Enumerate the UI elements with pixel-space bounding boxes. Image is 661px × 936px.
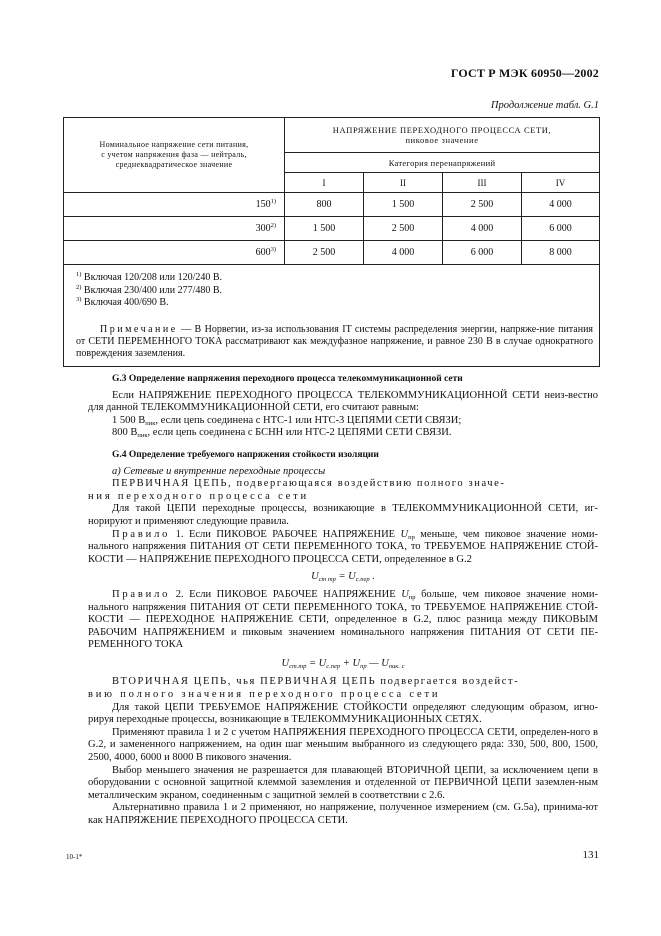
print-code: 10-1* (66, 853, 83, 861)
paragraph: Применяют правила 1 и 2 с учетом НАПРЯЖЕНИЯ ПЕРЕХОДНОГО ПРОЦЕССА СЕТИ, определен-ного в G.2, и замененного напряжением, на один шаг меньшим выбранного из следующего ряда: 330, 500, 800, 1500, 2500, 4000, 6000 и 8000 В пикового значения. (88, 726, 598, 764)
standard-designation: ГОСТ Р МЭК 60950—2002 (450, 66, 599, 80)
header-overvoltage-category: Категория перенапряжений (285, 153, 600, 173)
table-row (64, 241, 600, 265)
table-cell: 2 500 (364, 217, 443, 241)
footnote: $^{3)}$ Включая 400/690 В. (76, 296, 169, 308)
rule-2: Правило 2. Если ПИКОВОЕ РАБОЧЕЕ НАПРЯЖЕНИЕ $U_{пр}$ больше, чем пиковое значение номи-нального напряжения ПИТАНИЯ ОТ СЕТИ ПЕРЕМЕННОГО ТОКА, то ТРЕБУЕМОЕ НАПРЯЖЕНИЕ СТОЙ-КОСТИ — ПЕРЕХОДНОЕ НАПРЯЖЕНИЕ СЕТИ, определенное в G.2, плюс разница между ПИКОВЫМ РАБОЧИМ НАПРЯЖЕНИЕМ и пиковым значением номинального напряжения ПИТАНИЯ ОТ СЕТИ ПЕ-РЕМЕННОГО ТОКА (88, 588, 599, 651)
table-cell: 6 000 (443, 241, 522, 265)
table-cell: 4 000 (364, 241, 443, 265)
table-footnotes (64, 265, 600, 367)
table-continuation-label: Продолжение табл. G.1 (490, 100, 599, 111)
table-cell: 2 500 (285, 241, 364, 265)
table-row (64, 217, 600, 241)
paragraph: Для такой ЦЕПИ ТРЕБУЕМОЕ НАПРЯЖЕНИЕ СТОЙКОСТИ определяют следующим образом, игно-рируя переходные процессы, возникающие в ТЕЛЕКОММУНИКАЦИОННЫХ СЕТЯХ. (88, 701, 598, 726)
table-cell: 800 (285, 193, 364, 217)
primary-circuit-line: ПЕРВИЧНАЯ ЦЕПЬ, подвергающаяся воздействию полного значе- (112, 478, 506, 490)
formula-1: $U_{ст тр} = U_{с.пер}$ . (311, 571, 375, 584)
nominal-value: 300$^{2)}$ (64, 217, 285, 241)
table-cell: 4 000 (443, 217, 522, 241)
table-note: Примечание — В Норвегии, из-за использования IT системы распределения энергии, напряже-ние питания от СЕТИ ПЕРЕМЕННОГО ТОКА рассматривают как междуфазное напряжение, и равное 230 В в случае однократного повреждения заземления. (76, 323, 594, 359)
table-cell: 2 500 (443, 193, 522, 217)
table-cell: 1 500 (285, 217, 364, 241)
secondary-circuit-line: ВТОРИЧНАЯ ЦЕПЬ, чья ПЕРВИЧНАЯ ЦЕПЬ подвергается воздейст- (112, 676, 520, 688)
main-text (88, 373, 598, 828)
paragraph: Для такой ЦЕПИ переходные процессы, возникающие в ТЕЛЕКОММУНИКАЦИОННОЙ СЕТИ, иг-норируют и применяют следующие правила. (88, 503, 598, 527)
table-row (64, 193, 600, 217)
table-cell: 8 000 (522, 241, 600, 265)
category-ii: II (364, 173, 443, 193)
page-number: 131 (582, 849, 599, 861)
table-cell: 1 500 (364, 193, 443, 217)
rule-1: Правило 1. Если ПИКОВОЕ РАБОЧЕЕ НАПРЯЖЕНИЕ $U_{пр}$ меньше, чем пиковое значение номи-нального напряжения ПИТАНИЯ ОТ СЕТИ ПЕРЕМЕННОГО ТОКА, то ТРЕБУЕМОЕ НАПРЯЖЕНИЕ СТОЙ-КОСТИ — НАПРЯЖЕНИЕ ПЕРЕХОДНОГО ПРОЦЕССА СЕТИ, определенное в G.2 (88, 528, 599, 565)
category-iv: IV (522, 173, 600, 193)
formula-2: $U_{ст.тр} = U_{с.пер} + U_{пр}$ — $U_{пик. с}$ (281, 657, 405, 670)
category-iii: III (443, 173, 522, 193)
header-nominal-voltage: Номинальное напряжение сети питания, с учетом напряжения фаза — нейтраль, среднеквадратическое значение (64, 118, 285, 193)
footnote: $^{1)}$ Включая 120/208 или 120/240 В. (76, 271, 223, 283)
paragraph: Альтернативно правила 1 и 2 применяют, но напряжение, полученное измерением (см. G.5a), принима-ют как НАПРЯЖЕНИЕ ПЕРЕХОДНОГО ПРОЦЕССА СЕТИ. (88, 802, 598, 826)
subheading: а) Сетевые и внутренние переходные процессы (112, 465, 326, 477)
paragraph: 1 500 $В_{пик}$, если цепь соединена с НТС-1 или НТС-3 ЦЕПЯМИ СЕТИ СВЯЗИ; (112, 414, 462, 427)
section-g4-heading: G.4 Определение требуемого напряжения стойкости изоляции (112, 449, 379, 460)
section-g3-heading: G.3 Определение напряжения переходного процесса телекоммуникационной сети (112, 374, 463, 384)
footnote: $^{2)}$ Включая 230/400 или 277/480 В. (76, 283, 223, 296)
paragraph: Выбор меньшего значения не разрешается для плавающей ВТОРИЧНОЙ ЦЕПИ, за исключением цепи в оборудовании с основной защитной клеммой заземления и отделенной от ПЕРВИЧНОЙ ЦЕПИ заземлен-ным металлическим экраном, соединенным с защитной землей в соответствии с 2.6. (88, 764, 598, 801)
secondary-circuit-line: вию полного значения переходного процесса сети (88, 689, 441, 701)
overvoltage-table (63, 117, 600, 367)
paragraph: Если НАПРЯЖЕНИЕ ПЕРЕХОДНОГО ПРОЦЕССА ТЕЛЕКОММУНИКАЦИОННОЙ СЕТИ неиз-вестно для данной ТЕЛЕКОММУНИКАЦИОННОЙ СЕТИ, его считают равным: (88, 389, 598, 414)
table-cell: 6 000 (522, 217, 600, 241)
paragraph: 800 $В_{пик}$, если цепь соединена с БСНН или НТС-2 ЦЕПЯМИ СЕТИ СВЯЗИ. (112, 427, 452, 440)
header-transient-voltage: НАПРЯЖЕНИЕ ПЕРЕХОДНОГО ПРОЦЕССА СЕТИ, пиковое значение (285, 118, 600, 153)
category-i: I (285, 173, 364, 193)
nominal-value: 150$^{1)}$ (64, 193, 285, 217)
primary-circuit-line: ния переходного процесса сети (88, 490, 309, 502)
table-cell: 4 000 (522, 193, 600, 217)
nominal-value: 600$^{3)}$ (64, 241, 285, 265)
